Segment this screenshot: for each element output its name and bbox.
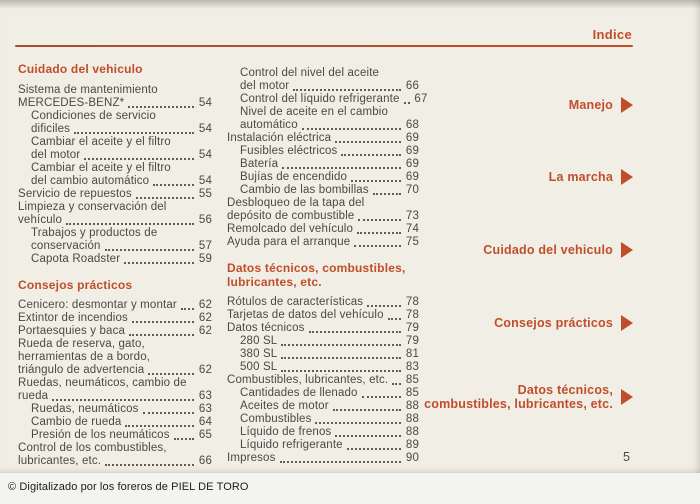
- entry-text: Tarjetas de datos del vehículo: [227, 309, 384, 321]
- entry-page-number: 79: [405, 322, 419, 334]
- entry-last-line: [240, 158, 419, 171]
- entry-text-line: Sistema de mantenimiento: [18, 83, 158, 96]
- dotted-leader: [132, 321, 194, 323]
- entry-text: Remolcado del vehículo: [227, 223, 354, 235]
- entry-page-number: 78: [405, 309, 419, 321]
- entry-text: Ayuda para el arranque: [227, 236, 351, 248]
- entry-page-number: 90: [405, 452, 419, 464]
- entry-text: Líquido refrigerante: [240, 439, 343, 451]
- toc-entry: [227, 309, 419, 322]
- entry-last-line: [240, 400, 419, 413]
- dotted-leader: [281, 357, 401, 359]
- entry-page-number: 62: [198, 299, 212, 311]
- section-tab-manejo: [569, 97, 633, 113]
- toc-entry: [227, 158, 419, 171]
- entry-last-line: [18, 364, 212, 377]
- toc-section: [227, 262, 419, 465]
- watermark: © Digitalizado por los foreros de PIEL DE TORO: [8, 481, 249, 493]
- entry-page-number: 62: [198, 312, 212, 324]
- entry-last-line: [31, 149, 212, 162]
- entry-text-line: Rueda de reserva, gato,: [18, 338, 145, 350]
- entry-last-line: [227, 309, 419, 322]
- dotted-leader: [174, 438, 194, 440]
- dotted-leader: [129, 334, 194, 336]
- entry-text-line: Nivel de aceite en el cambio: [240, 106, 389, 118]
- toc-entry: [227, 439, 419, 452]
- entry-page-number: 68: [405, 119, 419, 131]
- toc-entry: [227, 93, 428, 106]
- dotted-leader: [293, 89, 401, 91]
- entry-page-number: 88: [405, 426, 419, 438]
- dotted-leader: [124, 262, 194, 264]
- entry-page-number: 54: [198, 96, 212, 109]
- dotted-leader: [392, 383, 401, 385]
- toc-entry: [18, 338, 212, 377]
- entry-page-number: 69: [405, 132, 419, 144]
- entry-last-line: [227, 452, 419, 465]
- entry-text-line: Cambiar el aceite y el filtro: [31, 161, 171, 174]
- entry-text-line: herramientas de a bordo,: [18, 351, 151, 363]
- toc-entry: [18, 299, 212, 312]
- toc-section: [18, 63, 212, 266]
- toc-entry: [18, 110, 212, 136]
- entry-last-line: [18, 97, 212, 110]
- entry-text-line: Condiciones de servicio: [31, 109, 156, 122]
- dotted-leader: [354, 245, 401, 247]
- dotted-leader: [358, 219, 401, 221]
- dotted-leader: [347, 448, 401, 450]
- dotted-leader: [362, 396, 401, 398]
- dotted-leader: [357, 232, 401, 234]
- section-heading: [18, 63, 212, 77]
- entry-page-number: 69: [405, 158, 419, 170]
- arrow-right-icon: [621, 315, 633, 331]
- section-tab-label: Cuidado del vehiculo: [483, 243, 613, 257]
- section-heading-line: Datos técnicos, combustibles,: [227, 261, 406, 275]
- entry-page-number: 57: [198, 239, 212, 252]
- toc-entry: [18, 403, 212, 416]
- toc-entry: [227, 223, 419, 236]
- entry-last-line: [31, 253, 212, 266]
- toc-entry: [227, 197, 419, 223]
- entry-last-line: [240, 335, 419, 348]
- page-number: 5: [623, 450, 630, 464]
- entry-text: conservación: [31, 239, 101, 252]
- page-title: Indice: [592, 27, 632, 42]
- entry-page-number: 75: [405, 236, 419, 248]
- toc-entry: [227, 171, 419, 184]
- entry-text: 280 SL: [240, 335, 278, 347]
- entry-text: 500 SL: [240, 361, 278, 373]
- section-tab-label: La marcha: [548, 170, 613, 184]
- entry-text: Cenicero: desmontar y montar: [18, 299, 177, 311]
- toc-entry: [18, 84, 212, 110]
- entry-page-number: 54: [198, 148, 212, 161]
- arrow-right-icon: [621, 389, 633, 405]
- dotted-leader: [282, 167, 401, 169]
- dotted-leader: [309, 331, 401, 333]
- entry-text: depósito de combustible: [227, 210, 355, 222]
- dotted-leader: [125, 425, 194, 427]
- toc-entry: [18, 442, 212, 468]
- entry-page-number: 69: [405, 171, 419, 183]
- entry-text: Cambio de las bombillas: [240, 184, 369, 196]
- entry-text: Capota Roadster: [31, 252, 121, 265]
- dotted-leader: [136, 197, 194, 199]
- entry-last-line: [227, 236, 419, 249]
- entry-page-number: 88: [405, 400, 419, 412]
- toc-entry: [227, 400, 419, 413]
- entry-last-line: [240, 439, 419, 452]
- entry-text: Instalación eléctrica: [227, 132, 332, 144]
- entry-last-line: [31, 416, 212, 429]
- entry-text: Portaesquies y baca: [18, 325, 126, 337]
- dotted-leader: [281, 370, 401, 372]
- entry-text: Impresos: [227, 452, 276, 464]
- entry-text: Fusibles eléctricos: [240, 145, 338, 157]
- arrow-right-icon: [621, 169, 633, 185]
- entry-page-number: 69: [405, 145, 419, 157]
- toc-entry: [227, 387, 419, 400]
- dotted-leader: [128, 106, 194, 108]
- toc-entry: [18, 162, 212, 188]
- entry-last-line: [240, 426, 419, 439]
- entry-text: MERCEDES-BENZ*: [18, 96, 125, 109]
- entry-last-line: [227, 132, 419, 145]
- dotted-leader: [341, 154, 401, 156]
- entry-last-line: [18, 390, 212, 403]
- toc-entry: [18, 188, 212, 201]
- dotted-leader: [148, 373, 194, 375]
- entry-text: Combustibles, lubricantes, etc.: [227, 374, 389, 386]
- dotted-leader: [335, 435, 401, 437]
- section-tab-la-marcha: [549, 169, 633, 185]
- entry-text: Control del líquido refrigerante: [240, 93, 400, 105]
- section-heading-line: Consejos prácticos: [18, 277, 133, 292]
- toc-entry: [227, 145, 419, 158]
- entry-last-line: [240, 184, 419, 197]
- entry-last-line: [240, 80, 419, 93]
- entry-last-line: [240, 348, 419, 361]
- dotted-leader: [351, 180, 401, 182]
- toc-entry: [227, 322, 419, 335]
- dotted-leader: [143, 412, 194, 414]
- toc-entry: [227, 374, 419, 387]
- section-tab-label: [424, 383, 613, 411]
- toc-entry: [18, 253, 212, 266]
- entry-text: Aceites de motor: [240, 400, 329, 412]
- toc-entry: [18, 136, 212, 162]
- section-heading: [227, 262, 419, 289]
- dotted-leader: [335, 141, 401, 143]
- dotted-leader: [315, 422, 401, 424]
- entry-last-line: [18, 188, 212, 201]
- entry-text: Batería: [240, 158, 279, 170]
- entry-page-number: 64: [198, 416, 212, 428]
- entry-text-line: Cambiar el aceite y el filtro: [31, 135, 171, 148]
- entry-last-line: [227, 210, 419, 223]
- header-divider: [15, 45, 633, 47]
- scan-top-shadow: [0, 0, 700, 9]
- entry-page-number: 62: [198, 325, 212, 337]
- entry-last-line: [31, 123, 212, 136]
- dotted-leader: [105, 249, 194, 251]
- entry-last-line: [31, 175, 212, 188]
- section-tab-label: Consejos prácticos: [494, 316, 613, 330]
- section-tab-label: Manejo: [568, 98, 613, 112]
- entry-page-number: 55: [198, 187, 212, 200]
- entry-page-number: 59: [198, 252, 212, 265]
- dotted-leader: [367, 305, 401, 307]
- entry-text: triángulo de advertencia: [18, 364, 145, 376]
- dotted-leader: [373, 193, 401, 195]
- entry-last-line: [31, 429, 212, 442]
- entry-text-line: Trabajos y productos de: [31, 226, 158, 239]
- entry-last-line: [227, 296, 419, 309]
- entry-page-number: 62: [198, 364, 212, 376]
- dotted-leader: [84, 158, 194, 160]
- entry-last-line: [240, 413, 419, 426]
- entry-text-line: Ruedas, neumáticos, cambio de: [18, 377, 187, 389]
- section-heading-line: Cuidado del vehiculo: [18, 62, 143, 76]
- entry-text: dificiles: [31, 122, 71, 135]
- toc-entry: [18, 201, 212, 227]
- entry-last-line: [31, 403, 212, 416]
- entry-text: Ruedas, neumáticos: [31, 403, 139, 415]
- toc-section: [18, 279, 212, 469]
- toc-entry: [18, 227, 212, 253]
- section-tab-label-line2: combustibles, lubricantes, etc.: [424, 397, 613, 411]
- entry-text: del motor: [240, 80, 290, 92]
- entry-page-number: 56: [198, 213, 212, 226]
- toc-entry: [18, 312, 212, 325]
- entry-text: Datos técnicos: [227, 322, 305, 334]
- toc-entry: [227, 184, 419, 197]
- toc-entry: [227, 452, 419, 465]
- entry-text: Rótulos de características: [227, 296, 364, 308]
- entry-last-line: [240, 171, 419, 184]
- entry-page-number: 81: [405, 348, 419, 360]
- toc-entry: [227, 296, 419, 309]
- dotted-leader: [181, 308, 194, 310]
- section-tab-consejos-practicos: [494, 315, 633, 331]
- toc-entry: [18, 377, 212, 403]
- entry-text: Combustibles: [240, 413, 312, 425]
- toc-entry: [227, 236, 419, 249]
- entry-last-line: [240, 93, 428, 106]
- toc-entry: [227, 335, 419, 348]
- entry-text: Cambio de rueda: [31, 416, 122, 428]
- entry-text: lubricantes, etc.: [18, 455, 102, 467]
- dotted-leader: [281, 344, 401, 346]
- entry-last-line: [240, 361, 419, 374]
- entry-page-number: 85: [405, 374, 419, 386]
- entry-text: Presión de los neumáticos: [31, 429, 170, 441]
- toc-entry: [227, 132, 419, 145]
- arrow-right-icon: [621, 97, 633, 113]
- entry-last-line: [18, 455, 212, 468]
- entry-page-number: 74: [405, 223, 419, 235]
- dotted-leader: [388, 318, 401, 320]
- section-tab-cuidado-del-vehiculo: [483, 242, 633, 258]
- entry-text-line: Desbloqueo de la tapa del: [227, 197, 365, 209]
- entry-last-line: [31, 240, 212, 253]
- dotted-leader: [105, 464, 194, 466]
- toc-entry: [18, 416, 212, 429]
- entry-page-number: 63: [198, 390, 212, 402]
- entry-last-line: [18, 214, 212, 227]
- entry-page-number: 78: [405, 296, 419, 308]
- entry-last-line: [18, 299, 212, 312]
- section-heading: [18, 279, 212, 293]
- section-tab-label-line1: Datos técnicos,: [517, 383, 613, 397]
- entry-text: rueda: [18, 390, 49, 402]
- entry-page-number: 54: [198, 122, 212, 135]
- entry-page-number: 85: [405, 387, 419, 399]
- dotted-leader: [74, 132, 194, 134]
- entry-page-number: 63: [198, 403, 212, 415]
- dotted-leader: [52, 399, 194, 401]
- entry-last-line: [240, 119, 419, 132]
- dotted-leader: [333, 409, 401, 411]
- toc-column-middle: [227, 63, 428, 465]
- dotted-leader: [280, 461, 402, 463]
- entry-page-number: 54: [198, 174, 212, 187]
- entry-last-line: [227, 322, 419, 335]
- dotted-leader: [66, 223, 194, 225]
- entry-text: automático: [240, 119, 298, 131]
- entry-page-number: 73: [405, 210, 419, 222]
- entry-page-number: 88: [405, 413, 419, 425]
- arrow-right-icon: [621, 242, 633, 258]
- entry-text: Líquido de frenos: [240, 426, 332, 438]
- entry-page-number: 79: [405, 335, 419, 347]
- entry-last-line: [240, 145, 419, 158]
- entry-page-number: 70: [405, 184, 419, 196]
- dotted-leader: [302, 128, 401, 130]
- toc-entry: [227, 67, 419, 93]
- entry-text: del motor: [31, 148, 81, 161]
- entry-page-number: 66: [198, 455, 212, 467]
- entry-last-line: [227, 223, 419, 236]
- entry-last-line: [227, 374, 419, 387]
- entry-text-line: Control del nivel del aceite: [240, 67, 380, 79]
- entry-text: del cambio automático: [31, 174, 150, 187]
- entry-text-line: Control de los combustibles,: [18, 442, 167, 454]
- toc-section: [227, 67, 428, 249]
- entry-text: Cantidades de llenado: [240, 387, 358, 399]
- entry-page-number: 89: [405, 439, 419, 451]
- entry-page-number: 66: [405, 80, 419, 92]
- entry-text: Servicio de repuestos: [18, 187, 132, 200]
- entry-page-number: 65: [198, 429, 212, 441]
- entry-text: vehículo: [18, 213, 63, 226]
- toc-entry: [227, 348, 419, 361]
- entry-last-line: [240, 387, 419, 400]
- entry-page-number: 83: [405, 361, 419, 373]
- entry-text-line: Limpieza y conservación del: [18, 200, 167, 213]
- toc-entry: [227, 426, 419, 439]
- entry-text: Extintor de incendios: [18, 312, 128, 324]
- entry-text: Bujías de encendido: [240, 171, 348, 183]
- entry-page-number: 67: [414, 93, 428, 105]
- toc-entry: [227, 361, 419, 374]
- section-tab-datos-tecnicos: [424, 383, 633, 411]
- dotted-leader: [404, 102, 410, 104]
- dotted-leader: [153, 184, 194, 186]
- section-heading-line: lubricantes, etc.: [227, 274, 322, 289]
- entry-last-line: [18, 325, 212, 338]
- entry-text: 380 SL: [240, 348, 278, 360]
- toc-entry: [227, 413, 419, 426]
- toc-column-left: [18, 63, 212, 468]
- entry-last-line: [18, 312, 212, 325]
- toc-entry: [18, 429, 212, 442]
- toc-entry: [227, 106, 419, 132]
- toc-entry: [18, 325, 212, 338]
